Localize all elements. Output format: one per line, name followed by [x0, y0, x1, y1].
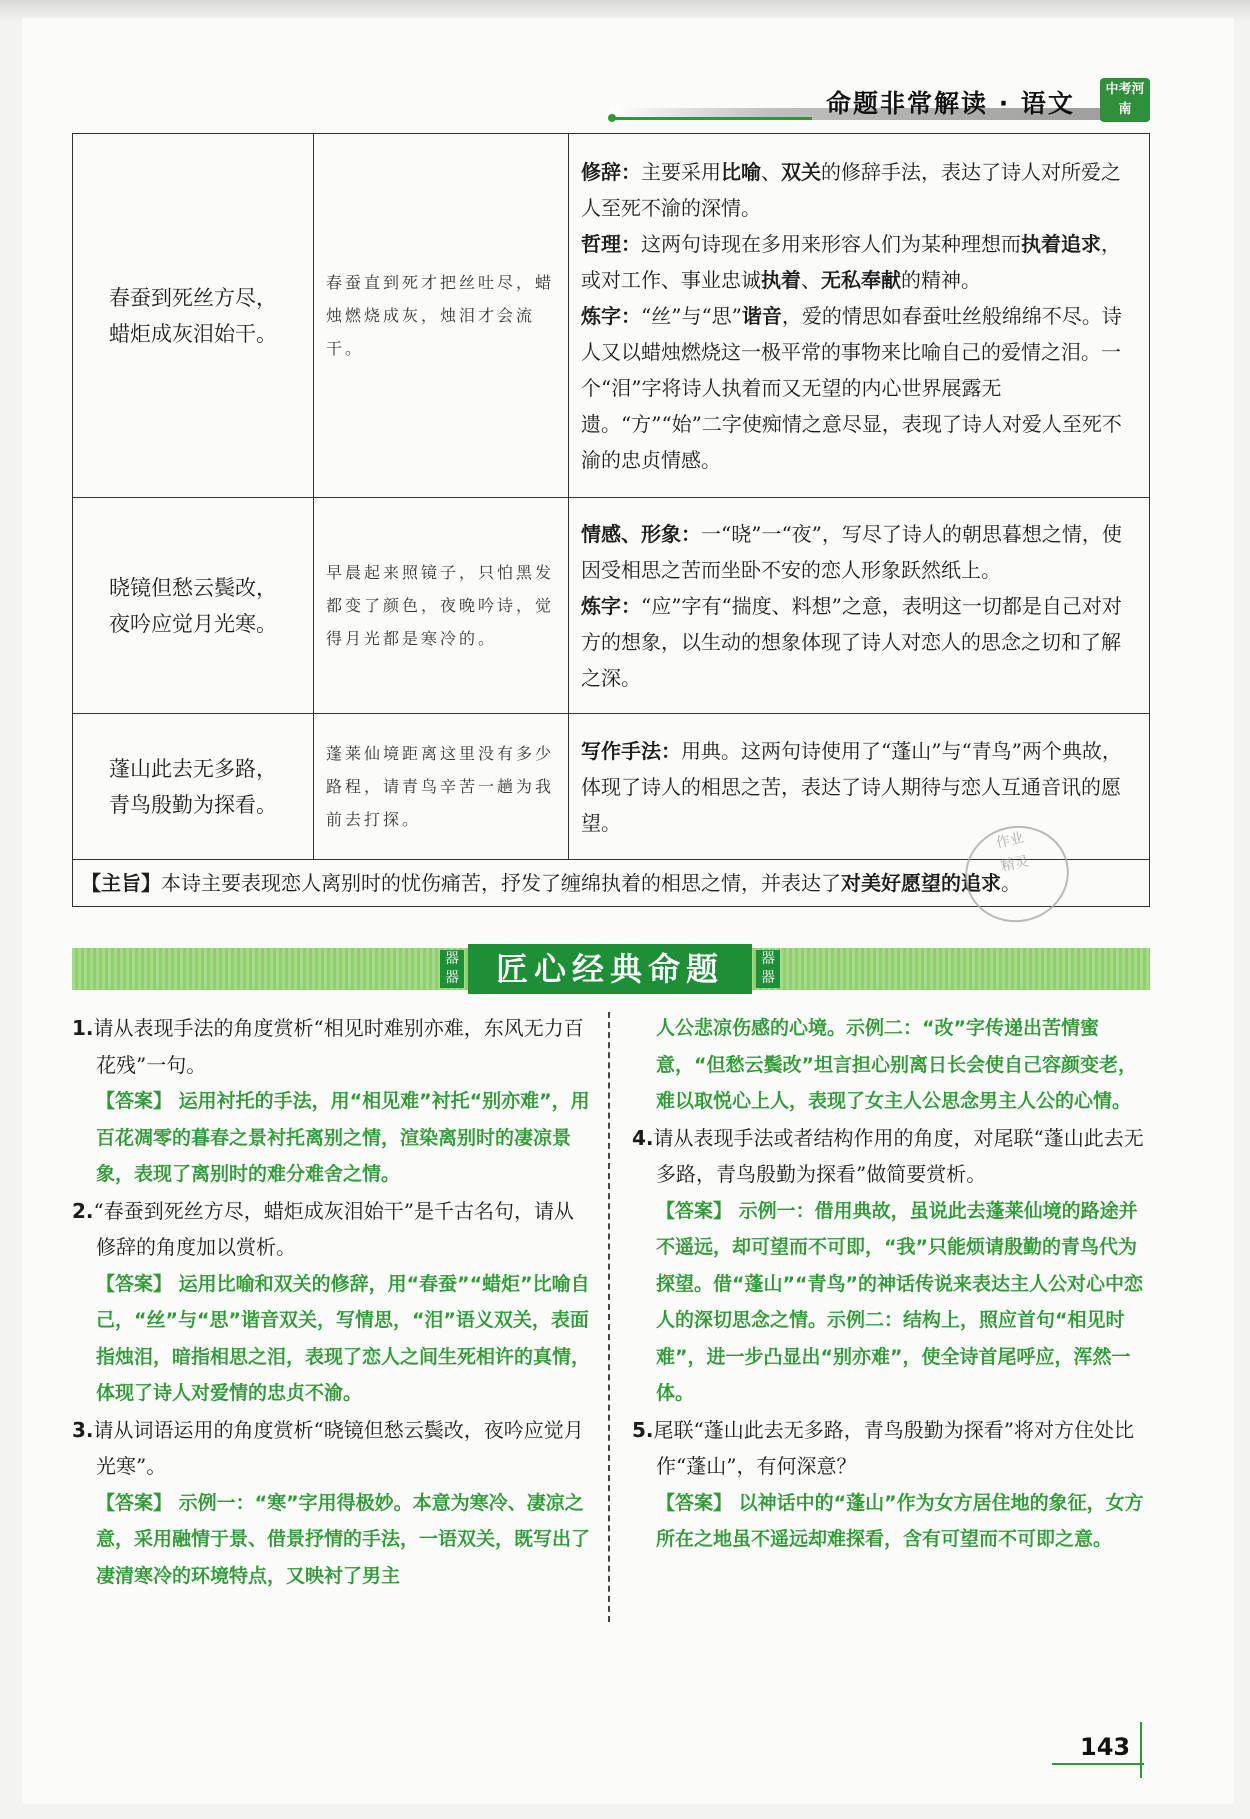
analysis-paragraph	[581, 154, 1137, 226]
analysis-paragraph	[581, 588, 1137, 696]
page-number-rule	[1140, 1722, 1142, 1778]
poem-line: 青鸟殷勤为探看。	[109, 792, 277, 817]
analysis-content	[581, 154, 1137, 478]
poem-line: 蓬山此去无多路，	[109, 756, 277, 781]
analysis-paragraph	[581, 226, 1137, 298]
right-column	[632, 1010, 1150, 1558]
analysis-text: 、	[761, 159, 781, 184]
page-number-line	[1052, 1763, 1144, 1765]
question-text: 请从表现手法的角度赏析“相见时难别亦难，东风无力百花残”一句。	[93, 1016, 584, 1077]
analysis-label: 写作手法：	[581, 738, 681, 763]
analysis-label: 修辞：	[581, 159, 641, 184]
answer	[632, 1193, 1150, 1412]
answer	[72, 1266, 592, 1412]
question-number: 2.	[72, 1198, 94, 1223]
analysis-keyword: 执着	[761, 267, 801, 292]
analysis-text: ，或对工作、事业忠诚	[581, 231, 1121, 292]
question-text: “春蚕到死丝方尽，蜡炬成灰泪始干”是千古名句，请从修辞的角度加以赏析。	[93, 1198, 574, 1259]
theme-text: 本诗主要表现恋人离别时的忧伤痛苦，抒发了缠绵执着的相思之情，并表达了	[161, 871, 841, 895]
question	[632, 1120, 1150, 1193]
banner-ornament-icon	[756, 950, 780, 988]
answer-tag: 【答案】	[656, 1199, 733, 1222]
question-text: 请从表现手法或者结构作用的角度，对尾联“蓬山此去无多路，青鸟殷勤为探看”做简要赏析。	[653, 1125, 1144, 1186]
answer-continued: 人公悲凉伤感的心境。示例二：“改”字传递出苦情蜜意，“但愁云鬓改”坦言担心别离日长会使自己容颜变老，难以取悦心上人，表现了女主人公思念男主人公的心情。	[656, 1017, 1137, 1112]
poem-cell	[73, 714, 314, 860]
analysis-cell	[569, 714, 1150, 860]
ornament-glyph: 器	[761, 951, 775, 967]
answer-text: 以神话中的“蓬山”作为女方居住地的象征，女方所在之地虽不遥远却难探看，含有可望而不可即之意。	[656, 1491, 1144, 1550]
poem-analysis-table	[72, 133, 1150, 907]
question-text: 请从词语运用的角度赏析“晓镜但愁云鬓改，夜吟应觉月光寒”。	[93, 1417, 584, 1478]
analysis-text: 的修辞手法，表达了诗人对所爱之人至死不渝的深情。	[581, 159, 1121, 220]
answer-tag: 【答案】	[656, 1491, 733, 1514]
section-title: 匠心经典命题	[468, 944, 752, 994]
table-row	[73, 134, 1150, 498]
theme-end: 。	[1001, 871, 1021, 895]
header-title: 命题非常解读 · 语文	[826, 89, 1075, 118]
answer-text: 示例一：“寒”字用得极妙。本意为寒冷、凄凉之意，采用融情于景、借景抒情的手法，一语双关，既写出了凄清寒冷的环境特点，又映衬了男主	[96, 1491, 591, 1587]
left-column	[72, 1010, 592, 1594]
question-number: 4.	[632, 1125, 654, 1150]
answer-text: 运用比喻和双关的修辞，用“春蚕”“蜡炬”比喻自己，“丝”与“思”谐音双关，写情思，“泪”语义双关，表面指烛泪，暗指相思之泪，表现了恋人之间生死相许的真情，体现了诗人对爱情的忠贞不渝。	[96, 1272, 591, 1404]
ornament-glyph: 器	[445, 951, 459, 967]
answer	[72, 1083, 592, 1193]
ornament-glyph: 器	[761, 970, 775, 986]
analysis-keyword: 比喻	[721, 159, 761, 184]
theme-label: 【主旨】	[81, 871, 161, 895]
analysis-text: 用典。这两句诗使用了“蓬山”与“青鸟”两个典故，体现了诗人的相思之苦，表达了诗人期待与恋人互通音讯的愿望。	[581, 738, 1122, 835]
stamp-line: 精灵	[999, 853, 1031, 875]
analysis-label: 哲理：	[581, 231, 641, 256]
question-number: 3.	[72, 1417, 94, 1442]
answer-tag: 【答案】	[96, 1491, 173, 1514]
answer-tag: 【答案】	[96, 1272, 173, 1295]
answer	[72, 1485, 592, 1595]
analysis-keyword: 执着追求	[1021, 231, 1101, 256]
header-green-line	[612, 117, 812, 120]
analysis-text: 、	[801, 267, 821, 292]
question-number: 1.	[72, 1016, 94, 1040]
analysis-keyword: 双关	[781, 159, 821, 184]
poem-line: 春蚕到死丝方尽，	[109, 285, 277, 310]
analysis-text: ，爱的情思如春蚕吐丝般绵绵不尽。诗人又以蜡烛燃烧这一极平常的事物来比喻自己的爱情之泪。一个“泪”字将诗人执着而又无望的内心世界展露无遗。“方”“始”二字使痴情之意尽显，表现了诗人对爱人至死不渝的忠贞情感。	[581, 303, 1122, 472]
analysis-label: 情感、形象：	[581, 521, 701, 546]
analysis-text: “应”字有“揣度、料想”之意，表明这一切都是自己对对方的想象，以生动的想象体现了诗人对恋人的思念之切和了解之深。	[581, 593, 1122, 690]
translation-cell: 早晨起来照镜子，只怕黑发都变了颜色，夜晚吟诗，觉得月光都是寒冷的。	[314, 498, 569, 714]
translation-cell: 春蚕直到死才把丝吐尽，蜡烛燃烧成灰，烛泪才会流干。	[314, 134, 569, 498]
question-text: 尾联“蓬山此去无多路，青鸟殷勤为探看”将对方住处比作“蓬山”，有何深意？	[653, 1417, 1134, 1478]
poem-cell	[73, 134, 314, 498]
poem-line: 夜吟应觉月光寒。	[109, 611, 277, 636]
analysis-label: 炼字：	[581, 303, 641, 328]
answer-tag: 【答案】	[96, 1090, 173, 1112]
banner-ornament-icon	[440, 950, 464, 988]
analysis-text: 的精神。	[901, 267, 981, 292]
page-number: 143	[1080, 1733, 1131, 1761]
ornament-glyph: 器	[445, 970, 459, 986]
analysis-text: “丝”与“思”	[641, 303, 742, 328]
answer	[632, 1485, 1150, 1558]
theme-bold: 对美好愿望的追求	[841, 871, 1001, 895]
analysis-paragraph	[581, 516, 1137, 588]
analysis-cell	[569, 134, 1150, 498]
stamp-line: 作业	[994, 830, 1026, 852]
translation-cell: 蓬莱仙境距离这里没有多少路程，请青鸟辛苦一趟为我前去打探。	[314, 714, 569, 860]
analysis-text: 主要采用	[641, 159, 721, 184]
analysis-paragraph	[581, 298, 1137, 478]
question	[632, 1412, 1150, 1485]
column-divider	[608, 1012, 610, 1622]
answer-text: 运用衬托的手法，用“相见难”衬托“别亦难”，用百花凋零的暮春之景衬托离别之情，渲染离别时的凄凉景象，表现了离别时的难分难舍之情。	[96, 1090, 590, 1185]
analysis-text: 这两句诗现在多用来形容人们为某种理想而	[641, 231, 1021, 256]
question	[72, 1193, 592, 1266]
poem-cell	[73, 498, 314, 714]
brand-logo: 中考河南	[1100, 78, 1150, 122]
analysis-text: 一“晓”一“夜”，写尽了诗人的朝思暮想之情，使因受相思之苦而坐卧不安的恋人形象跃然纸上。	[581, 521, 1122, 582]
analysis-keyword: 无私奉献	[821, 267, 901, 292]
analysis-cell	[569, 498, 1150, 714]
table-row	[73, 498, 1150, 714]
question	[72, 1412, 592, 1485]
analysis-keyword: 谐音	[741, 303, 782, 328]
question	[72, 1010, 592, 1083]
poem-line: 晓镜但愁云鬓改，	[109, 575, 277, 600]
analysis-content	[581, 516, 1137, 696]
answer-text: 示例一：借用典故，虽说此去蓬莱仙境的路途并不遥远，却可望而不可即，“我”只能烦请殷勤的青鸟代为探望。借“蓬山”“青鸟”的神话传说来表达主人公对心中恋人的深切思念之情。示例二：结构上，照应首句“相见时难”，进一步凸显出“别亦难”，使全诗首尾呼应，浑然一体。	[656, 1199, 1143, 1404]
analysis-label: 炼字：	[581, 593, 641, 618]
poem-line: 蜡炬成灰泪始干。	[109, 321, 277, 346]
question-number: 5.	[632, 1417, 654, 1442]
